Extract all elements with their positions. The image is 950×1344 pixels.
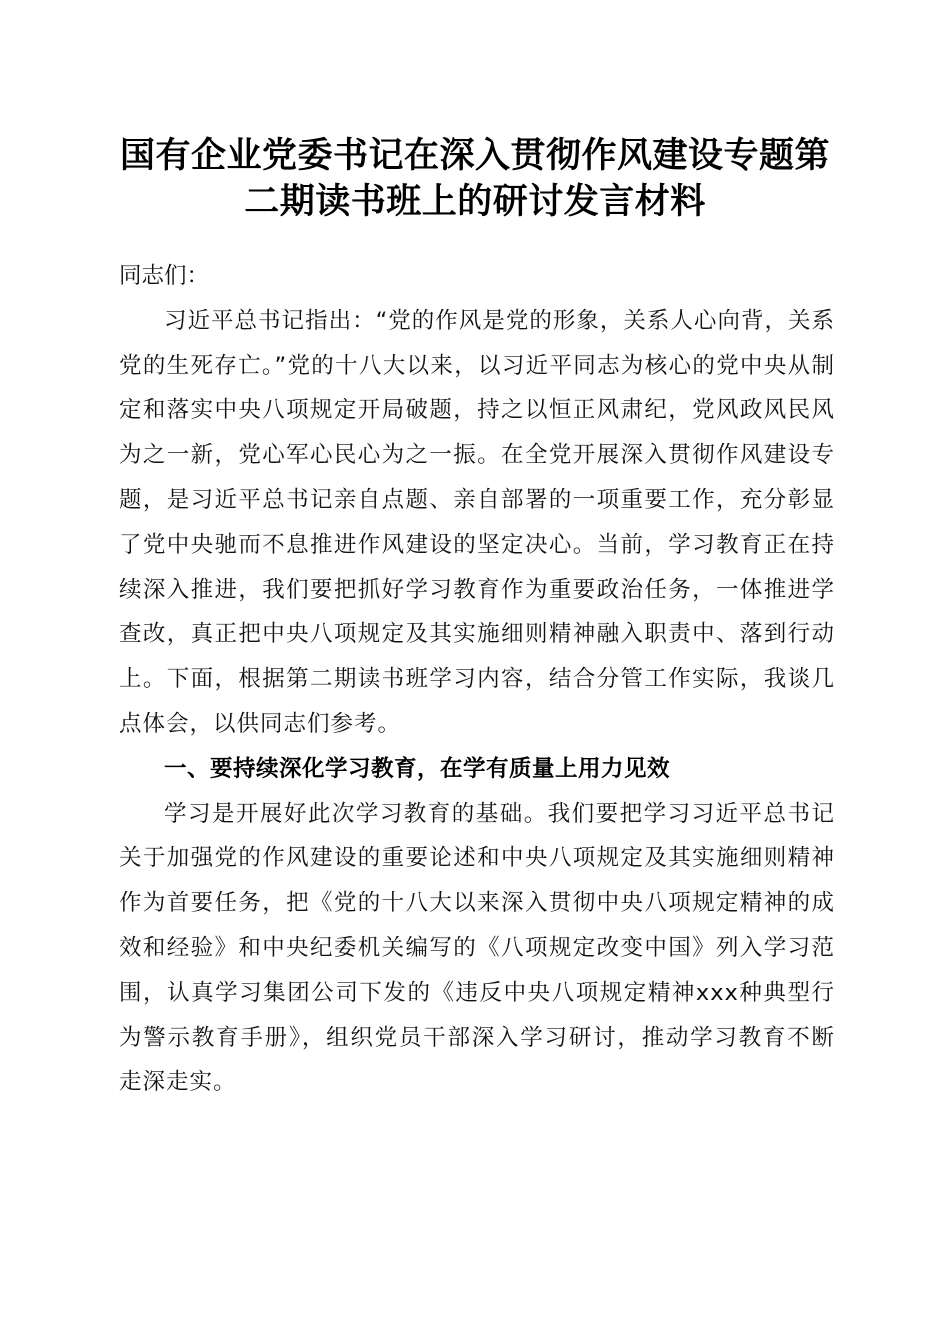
salutation: 同志们： [119,263,210,289]
section-1-paragraph: 学习是开展好此次学习教育的基础。我们要把学习习近平总书记关于加强党的作风建设的重要论述和中央八项规定及其实施细则精神作为首要任务，把《党的十八大以来深入贯彻中央八项规定精神的成效和经验》和中央纪委机关编写的《八项规定改变中国》列入学习范围，认真学习集团公司下发的《违反中央八项规定精神xxx种典型行为警示教育手册》，组织党员干部深入学习研讨，推动学习教育不断走深走实。 [119,800,835,1096]
title-line-1: 国有企业党委书记在深入贯彻作风建设专题第 [119,135,830,176]
title-line-2: 二期读书班上的研讨发言材料 [244,181,706,222]
section-heading-1: 一、要持续深化学习教育，在学有质量上用力见效 [164,755,671,782]
document-title [110,133,840,225]
document-body [119,254,835,1105]
intro-paragraph: 习近平总书记指出：“党的作风是党的形象，关系人心向背，关系党的生死存亡。”党的十八大以来，以习近平同志为核心的党中央从制定和落实中央八项规定开局破题，持之以恒正风肃纪，党风政风民风为之一新，党心军心民心为之一振。在全党开展深入贯彻作风建设专题，是习近平总书记亲自点题、亲自部署的一项重要工作，充分彰显了党中央驰而不息推进作风建设的坚定决心。当前，学习教育正在持续深入推进，我们要把抓好学习教育作为重要政治任务，一体推进学查改，真正把中央八项规定及其实施细则精神融入职责中、落到行动上。下面，根据第二期读书班学习内容，结合分管工作实际，我谈几点体会，以供同志们参考。 [119,307,835,737]
